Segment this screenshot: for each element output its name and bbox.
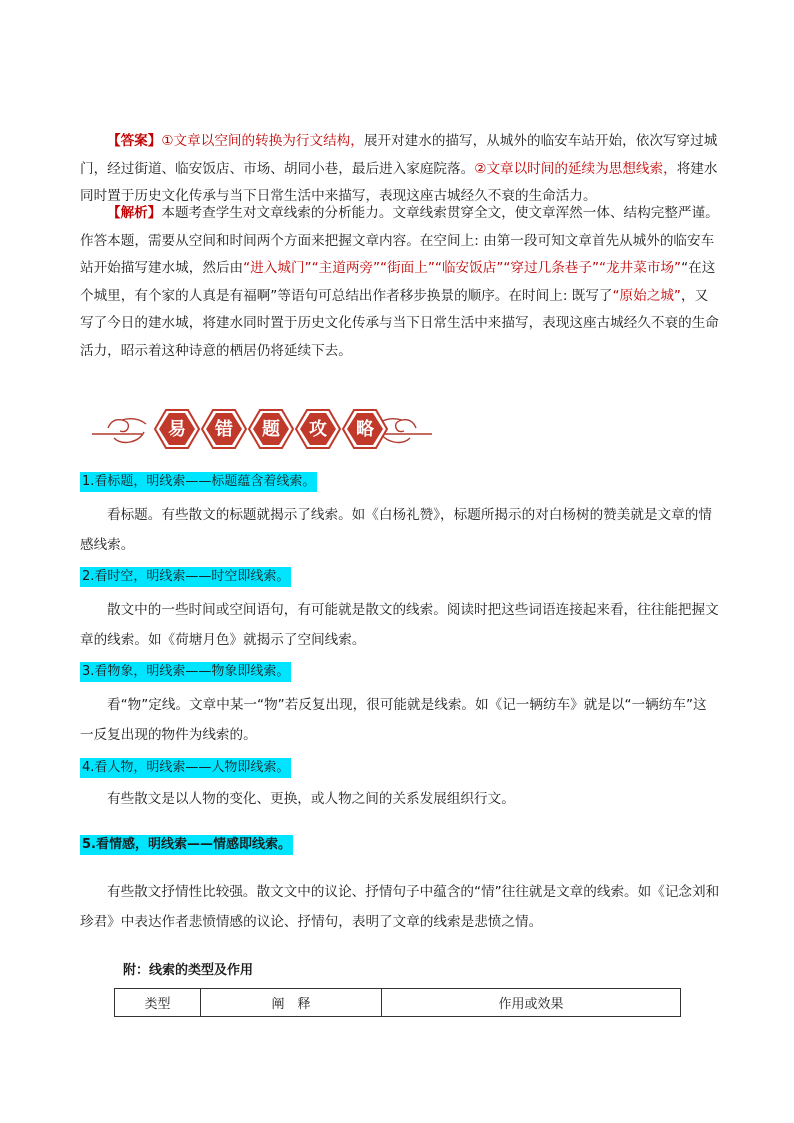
banner-char-2: 错 xyxy=(215,419,233,440)
tip-heading-1: 1.看标题，明线索——标题蕴含着线索。 xyxy=(80,472,317,492)
answer-detail-1: 展开对建水的描写，从城外的临安车站开始，依次写穿过城门，经过街道、临安饭店、市场、胡同小巷，最后进入家庭院落。 xyxy=(80,133,718,177)
analysis-label: 【解析】 xyxy=(107,205,162,221)
hex-badge-1 xyxy=(155,410,199,448)
answer-label: 【答案】 xyxy=(107,133,162,149)
answer-paragraph xyxy=(80,128,720,211)
banner-char-1: 易 xyxy=(168,419,186,440)
analysis-paragraph xyxy=(80,200,720,365)
banner-char-4: 攻 xyxy=(309,419,327,440)
tip-heading-3: 3.看物象，明线索——物象即线索。 xyxy=(80,662,291,682)
tip-body-4: 有些散文是以人物的变化、更换，或人物之间的关系发展组织行文。 xyxy=(107,791,515,807)
answer-detail-2: 将建水同时置于历史文化传承与当下日常生活中来描写，表现这座古城经久不衰的生命活力。 xyxy=(80,160,718,204)
banner-char-5: 略 xyxy=(356,419,374,440)
analysis-quotes-1: “进入城门”“主道两旁”“街面上”“临安饭店”“穿过几条巷子”“龙井菜市场” xyxy=(243,260,682,276)
tip-body-2: 散文中的一些时间或空间语句，有可能就是散文的线索。阅读时把这些词语连接起来看，往往能把握文章的线索。如《荷塘月色》就揭示了空间线索。 xyxy=(80,602,719,648)
tip-heading-5: 5.看情感，明线索——情感即线索。 xyxy=(80,835,293,855)
left-cloud-ornament-icon xyxy=(92,419,146,443)
col-header-type: 类型 xyxy=(115,989,201,1017)
hex-badge-4 xyxy=(296,410,340,448)
analysis-text-1: 本题考查学生对文章线索的分析能力。文章线索贯穿全文，使文章浑然一体、结构完整严谨。作答本题，需要从空间和时间两个方面来把握文章内容。在空间上: 由第一段可知文章首先从城外的临安车站开始描写建水城，然后由 xyxy=(80,205,719,276)
section-banner xyxy=(90,398,435,460)
tip-heading-4: 4.看人物，明线索——人物即线索。 xyxy=(80,758,291,778)
hex-badge-2 xyxy=(202,410,246,448)
clue-table xyxy=(114,988,681,1017)
hex-badge-5 xyxy=(343,410,387,448)
tip-body-1: 看标题。有些散文的标题就揭示了线索。如《白杨礼赞》，标题所揭示的对白杨树的赞美就是文章的情感线索。 xyxy=(80,507,712,553)
col-header-effect: 作用或效果 xyxy=(382,989,681,1017)
answer-point-1: ①文章以空间的转换为行文结构， xyxy=(161,133,364,149)
analysis-text-2: “在这个城里，有个家的人真是有福啊”等语句可总结出作者移步换景的顺序。在时间上: 既写了 xyxy=(80,260,716,304)
tip-body-3: 看“物”定线。文章中某一“物”若反复出现，很可能就是线索。如《记一辆纺车》就是以“一辆纺车”这一反复出现的物件为线索的。 xyxy=(80,697,707,743)
analysis-quote-2: “原始之城” xyxy=(612,287,681,304)
hex-badge-3 xyxy=(249,410,293,448)
answer-point-2: ②文章以时间的延续为思想线索， xyxy=(474,160,677,177)
col-header-explanation: 阐 释 xyxy=(201,989,382,1017)
analysis-text-3: ，又写了今日的建水城，将建水同时置于历史文化传承与当下日常生活中来描写，表现这座古城经久不衰的生命活力，昭示着这种诗意的栖居仍将延续下去。 xyxy=(80,287,719,359)
banner-hexagons xyxy=(155,410,387,448)
table-header-row xyxy=(115,989,681,1017)
tip-body-5: 有些散文抒情性比较强。散文文中的议论、抒情句子中蕴含的“情”往往就是文章的线索。如《记念刘和珍君》中表达作者悲愤情感的议论、抒情句，表明了文章的线索是悲愤之情。 xyxy=(80,884,720,930)
banner-char-3: 题 xyxy=(262,419,280,440)
appendix-title: 附：线索的类型及作用 xyxy=(123,963,254,978)
tip-heading-2: 2.看时空，明线索——时空即线索。 xyxy=(80,567,291,587)
